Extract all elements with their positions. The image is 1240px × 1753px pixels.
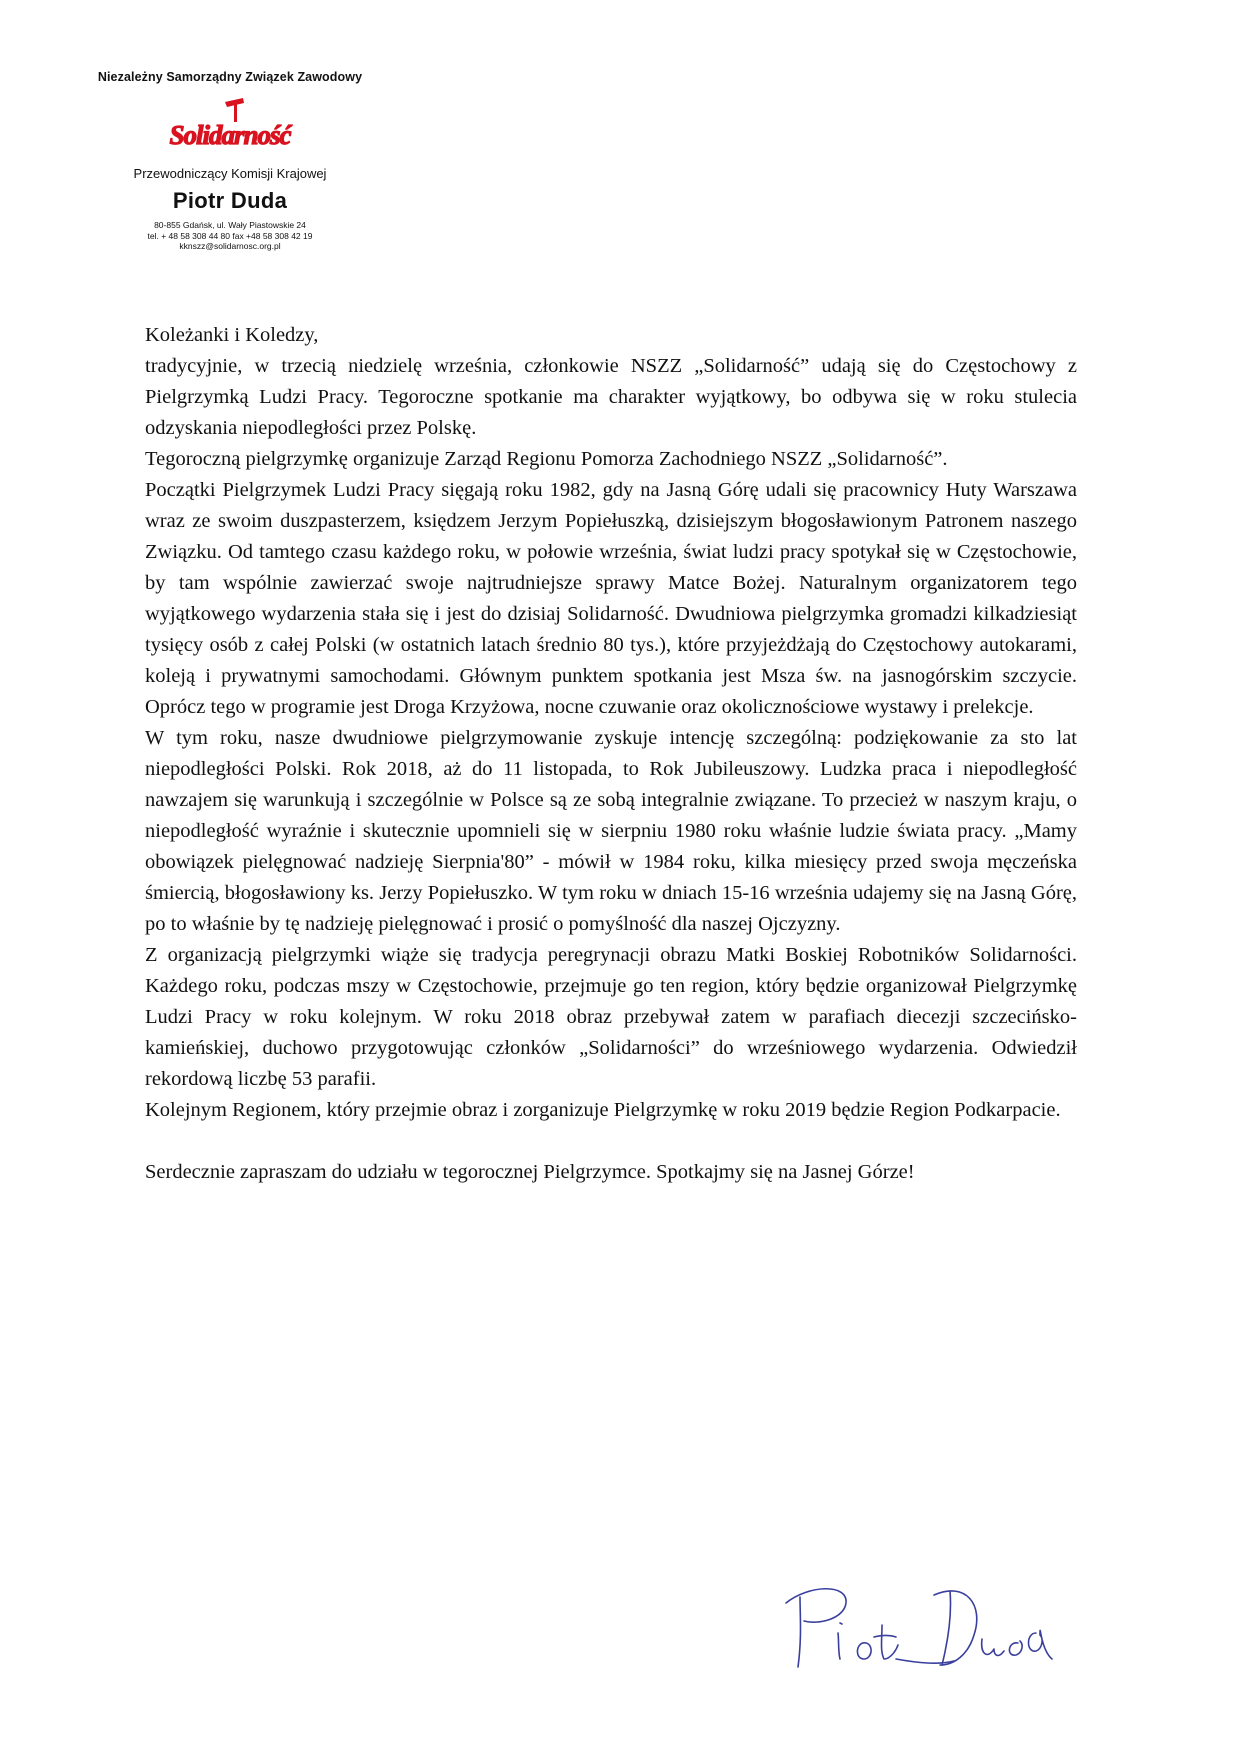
signature-u bbox=[982, 1639, 1004, 1655]
paragraph: Kolejnym Regionem, który przejmie obraz i zorganizuje Pielgrzymkę w roku 2019 będzie Region Podkarpacie. bbox=[145, 1099, 1061, 1121]
signature-underline bbox=[896, 1659, 954, 1663]
paragraph: Tegoroczną pielgrzymkę organizuje Zarząd Regionu Pomorza Zachodniego NSZZ „Solidarność”. bbox=[145, 448, 948, 470]
signature-o bbox=[857, 1643, 871, 1659]
signature-d-stem bbox=[942, 1591, 951, 1665]
logo-wordmark: Solidarność bbox=[169, 120, 291, 150]
signature-da bbox=[1029, 1630, 1053, 1659]
signature-i-dot bbox=[840, 1623, 842, 1624]
signature-d-bowl bbox=[934, 1591, 977, 1665]
signature-t-bar bbox=[874, 1636, 896, 1638]
paragraph: W tym roku, nasze dwudniowe pielgrzymowanie zyskuje intencję szczególną: podziękowanie za sto lat niepodległości Polski. Rok 2018, aż do 11 listopada, to Rok Jubileuszowy. Ludzka praca i niepodległość nawzajem się warunkują i szczególnie w Polsce są ze sobą integralnie związane. To przecież w naszym kraju, o niepodległość wyraźnie i skutecznie upomnieli się w sierpniu 1980 roku właśnie ludzie świata pracy. „Mamy obowiązek pielęgnować nadzieję Sierpnia'80” - mówił w 1984 roku, kilka miesięcy przed swoja męczeńska śmiercią, błogosławiony ks. Jerzy Popiełuszko. W tym roku w dniach 15-16 września udajemy się na Jasną Górę, po to właśnie by tę nadzieję pielęgnować i prosić o pomyślność dla naszej Ojczyzny. bbox=[145, 727, 1077, 935]
chairman-role: Przewodniczący Komisji Krajowej bbox=[133, 166, 327, 181]
email-address: kknszz@solidarnosc.org.pl bbox=[179, 241, 281, 251]
letterhead bbox=[60, 70, 400, 252]
paragraph: tradycyjnie, w trzecią niedzielę września, członkowie NSZZ „Solidarność” udają się do Częstochowy z Pielgrzymką Ludzi Pracy. Tegoroczne spotkanie ma charakter wyjątkowy, bo odbywa się w roku stulecia odzyskania niepodległości przez Polskę. bbox=[145, 355, 1077, 439]
postal-address: 80-855 Gdańsk, ul. Wały Piastowskie 24 bbox=[154, 220, 306, 230]
signature-c bbox=[1009, 1641, 1022, 1655]
signature-i bbox=[838, 1633, 840, 1659]
paragraph: Z organizacją pielgrzymki wiąże się tradycja peregrynacji obrazu Matki Boskiej Robotników Solidarności. Każdego roku, podczas mszy w Częstochowie, przejmuje go ten region, który będzie organizował Pielgrzymkę Ludzi Pracy w roku kolejnym. W roku 2018 obraz przebywał zatem w parafiach diecezji szczecińsko-kamieńskiej, duchowo przygotowując członków „Solidarności” do wrześniowego wydarzenia. Odwiedził rekordową liczbę 53 parafii. bbox=[145, 944, 1077, 1090]
paragraph: Początki Pielgrzymek Ludzi Pracy sięgają roku 1982, gdy na Jasną Górę udali się pracownicy Huty Warszawa wraz ze swoim duszpasterzem, księdzem Jerzym Popiełuszką, dzisiejszym błogosławionym Patronem naszego Związku. Od tamtego czasu każdego roku, w połowie września, świat ludzi pracy spotykał się w Częstochowie, by tam wspólnie zawierzać swoje najtrudniejsze sprawy Matce Bożej. Naturalnym organizatorem tego wyjątkowego wydarzenia stała się i jest do dzisiaj Solidarność. Dwudniowa pielgrzymka gromadzi kilkadziesiąt tysięcy osób z całej Polski (w ostatnich latach średnio 80 tys.), które przyjeżdżają do Częstochowy autokarami, koleją i prywatnymi samochodami. Głównym punktem spotkania jest Msza św. na jasnogórskim szczycie. Oprócz tego w programie jest Droga Krzyżowa, nocne czuwanie oraz okolicznościowe wystawy i prelekcje. bbox=[145, 479, 1077, 718]
signature-t bbox=[882, 1625, 899, 1659]
signature-p-stem bbox=[798, 1597, 801, 1667]
address-block bbox=[60, 220, 400, 252]
salutation: Koleżanki i Koledzy, bbox=[145, 324, 319, 346]
signature-p-bowl bbox=[786, 1589, 846, 1622]
solidarnosc-logo bbox=[155, 94, 305, 160]
phone-fax: tel. + 48 58 308 44 80 fax +48 58 308 42 19 bbox=[147, 230, 313, 241]
closing-invitation: Serdecznie zapraszam do udziału w tegorocznej Pielgrzymce. Spotkajmy się na Jasnej Górze! bbox=[145, 1161, 915, 1183]
handwritten-signature bbox=[778, 1555, 1058, 1675]
chairman-name: Piotr Duda bbox=[172, 188, 288, 213]
union-name: Niezależny Samorządny Związek Zawodowy bbox=[97, 70, 363, 84]
letter-body bbox=[145, 320, 1077, 1188]
